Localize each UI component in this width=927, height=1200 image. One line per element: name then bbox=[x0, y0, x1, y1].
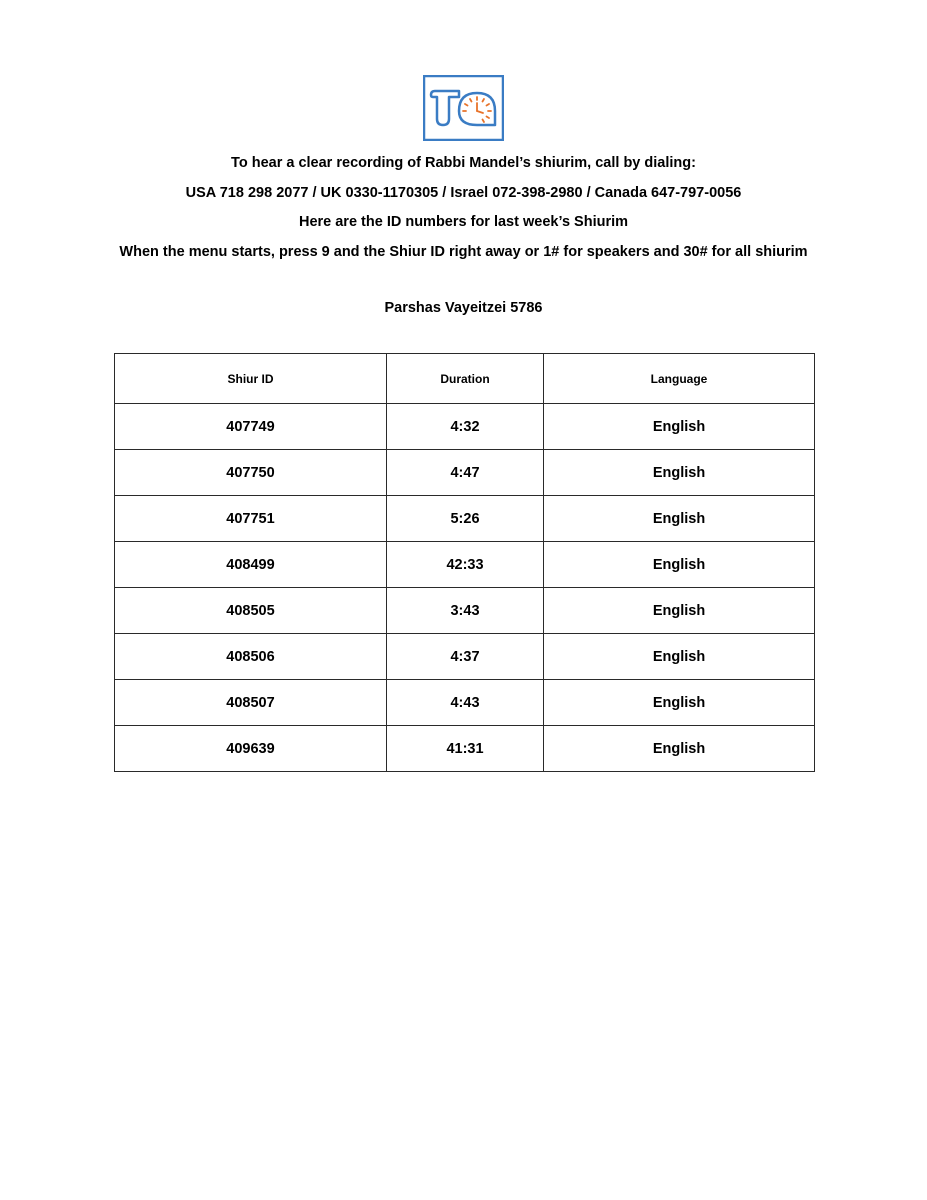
shiur-id-cell: 407750 bbox=[115, 450, 387, 496]
table-row bbox=[115, 680, 815, 726]
duration-cell: 42:33 bbox=[387, 542, 544, 588]
shiur-id-cell: 407751 bbox=[115, 496, 387, 542]
language-cell: English bbox=[544, 588, 815, 634]
language-cell: English bbox=[544, 726, 815, 772]
shiur-id-cell: 408505 bbox=[115, 588, 387, 634]
column-header-duration: Duration bbox=[387, 354, 544, 404]
parsha-title: Parshas Vayeitzei 5786 bbox=[384, 300, 543, 316]
id-numbers-note: Here are the ID numbers for last week’s Shiurim bbox=[298, 214, 629, 230]
logo bbox=[423, 75, 504, 141]
table-row bbox=[115, 634, 815, 680]
shiur-id-cell: 408507 bbox=[115, 680, 387, 726]
shiur-id-cell: 407749 bbox=[115, 404, 387, 450]
logo-clock-icon bbox=[423, 75, 504, 141]
duration-cell: 3:43 bbox=[387, 588, 544, 634]
phone-numbers: USA 718 298 2077 / UK 0330-1170305 / Israel 072-398-2980 / Canada 647-797-0056 bbox=[185, 185, 742, 201]
shiur-id-cell: 409639 bbox=[115, 726, 387, 772]
intro-text: To hear a clear recording of Rabbi Mandel’s shiurim, call by dialing: bbox=[231, 155, 696, 171]
column-header-language: Language bbox=[544, 354, 815, 404]
duration-cell: 4:32 bbox=[387, 404, 544, 450]
table-row bbox=[115, 496, 815, 542]
table-row bbox=[115, 542, 815, 588]
duration-cell: 5:26 bbox=[387, 496, 544, 542]
menu-instructions: When the menu starts, press 9 and the Shiur ID right away or 1# for speakers and 30# for all shiurim bbox=[119, 244, 808, 260]
table-row bbox=[115, 450, 815, 496]
duration-cell: 4:43 bbox=[387, 680, 544, 726]
language-cell: English bbox=[544, 450, 815, 496]
shiur-id-cell: 408499 bbox=[115, 542, 387, 588]
table-row bbox=[115, 404, 815, 450]
table-header-row bbox=[115, 354, 815, 404]
table-row bbox=[115, 588, 815, 634]
table-row bbox=[115, 726, 815, 772]
language-cell: English bbox=[544, 542, 815, 588]
language-cell: English bbox=[544, 680, 815, 726]
shiur-id-cell: 408506 bbox=[115, 634, 387, 680]
language-cell: English bbox=[544, 496, 815, 542]
language-cell: English bbox=[544, 634, 815, 680]
duration-cell: 41:31 bbox=[387, 726, 544, 772]
duration-cell: 4:47 bbox=[387, 450, 544, 496]
shiur-table bbox=[114, 353, 815, 772]
language-cell: English bbox=[544, 404, 815, 450]
duration-cell: 4:37 bbox=[387, 634, 544, 680]
column-header-shiur-id: Shiur ID bbox=[115, 354, 387, 404]
